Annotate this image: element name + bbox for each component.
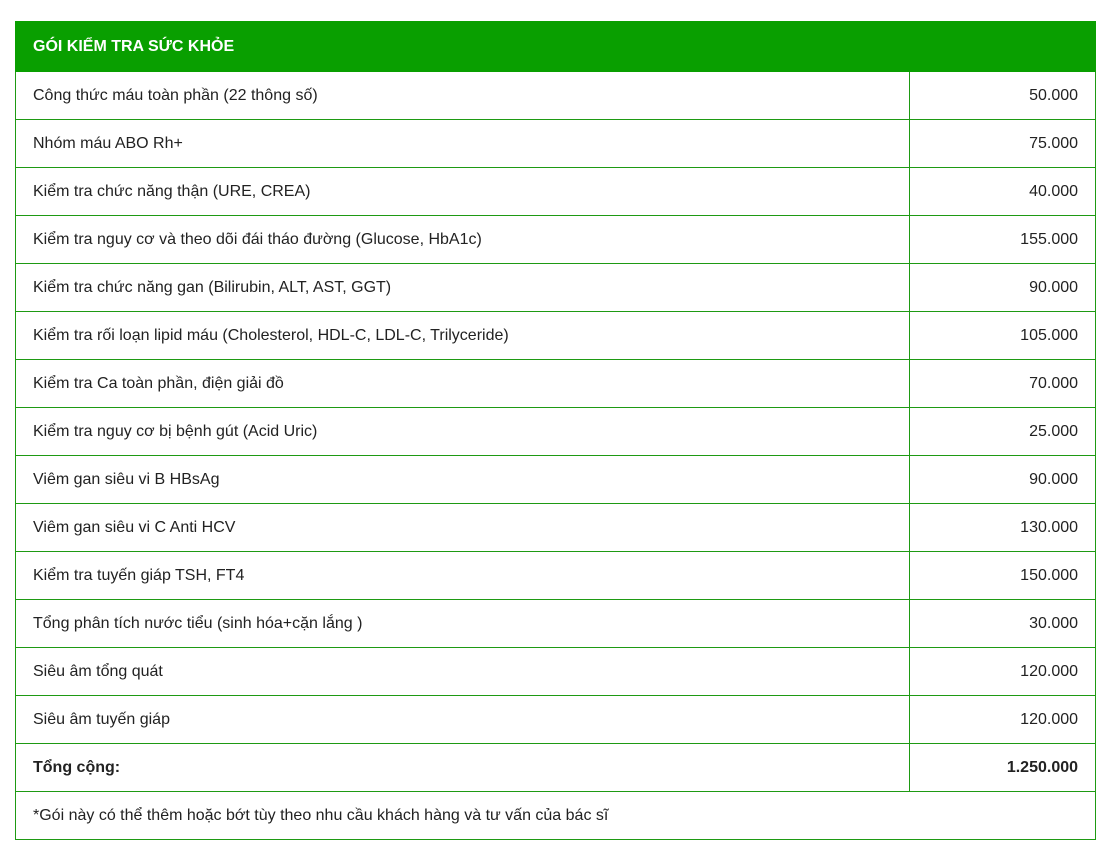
service-price: 105.000: [910, 312, 1096, 360]
service-price: 90.000: [910, 456, 1096, 504]
service-name: Kiểm tra rối loạn lipid máu (Cholesterol, HDL-C, LDL-C, Trilyceride): [16, 312, 910, 360]
service-price: 155.000: [910, 216, 1096, 264]
service-name: Siêu âm tổng quát: [16, 648, 910, 696]
table-row: [16, 504, 1096, 552]
service-price: 40.000: [910, 168, 1096, 216]
health-package-table-wrapper: [15, 21, 1095, 840]
health-package-table: [15, 21, 1096, 840]
service-price: 30.000: [910, 600, 1096, 648]
service-price: 50.000: [910, 72, 1096, 120]
service-price: 25.000: [910, 408, 1096, 456]
service-name: Kiểm tra chức năng thận (URE, CREA): [16, 168, 910, 216]
service-name: Viêm gan siêu vi C Anti HCV: [16, 504, 910, 552]
service-name: Kiểm tra nguy cơ và theo dõi đái tháo đường (Glucose, HbA1c): [16, 216, 910, 264]
table-row: [16, 216, 1096, 264]
table-header-row: [16, 22, 1096, 72]
service-price: 120.000: [910, 648, 1096, 696]
table-row: [16, 360, 1096, 408]
service-price: 90.000: [910, 264, 1096, 312]
service-price: 130.000: [910, 504, 1096, 552]
table-row: [16, 312, 1096, 360]
total-price: 1.250.000: [910, 744, 1096, 792]
table-row: [16, 264, 1096, 312]
table-row: [16, 456, 1096, 504]
service-name: Kiểm tra chức năng gan (Bilirubin, ALT, AST, GGT): [16, 264, 910, 312]
table-title: GÓI KIỂM TRA SỨC KHỎE: [16, 22, 1096, 72]
service-name: Kiểm tra Ca toàn phần, điện giải đồ: [16, 360, 910, 408]
table-row: [16, 168, 1096, 216]
service-price: 75.000: [910, 120, 1096, 168]
package-note: *Gói này có thể thêm hoặc bớt tùy theo nhu cầu khách hàng và tư vấn của bác sĩ: [16, 792, 1096, 840]
service-name: Kiểm tra nguy cơ bị bệnh gút (Acid Uric): [16, 408, 910, 456]
service-name: Tổng phân tích nước tiểu (sinh hóa+cặn lắng ): [16, 600, 910, 648]
total-label: Tổng cộng:: [16, 744, 910, 792]
table-row: [16, 408, 1096, 456]
table-row: [16, 600, 1096, 648]
service-price: 150.000: [910, 552, 1096, 600]
service-name: Kiểm tra tuyến giáp TSH, FT4: [16, 552, 910, 600]
table-row: [16, 72, 1096, 120]
total-row: [16, 744, 1096, 792]
service-name: Siêu âm tuyến giáp: [16, 696, 910, 744]
service-name: Công thức máu toàn phần (22 thông số): [16, 72, 910, 120]
note-row: [16, 792, 1096, 840]
table-row: [16, 696, 1096, 744]
table-row: [16, 648, 1096, 696]
service-name: Viêm gan siêu vi B HBsAg: [16, 456, 910, 504]
service-price: 120.000: [910, 696, 1096, 744]
table-row: [16, 120, 1096, 168]
table-row: [16, 552, 1096, 600]
service-price: 70.000: [910, 360, 1096, 408]
service-name: Nhóm máu ABO Rh+: [16, 120, 910, 168]
